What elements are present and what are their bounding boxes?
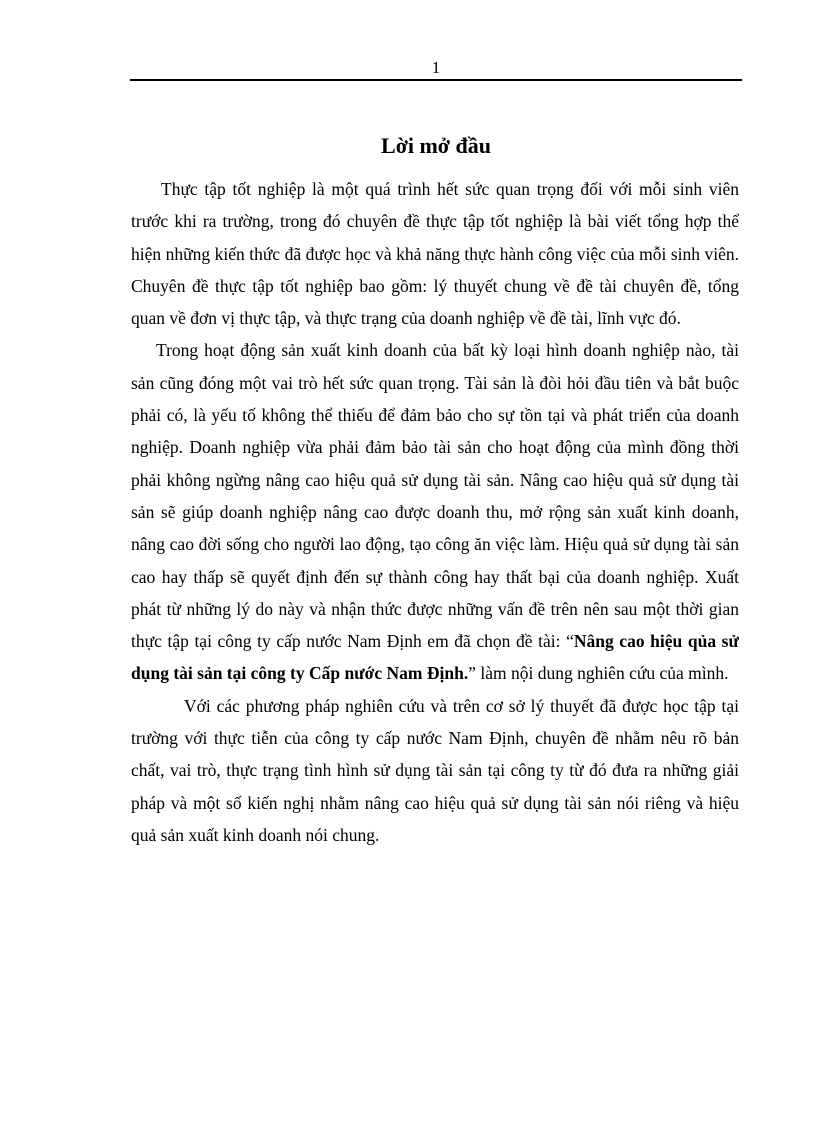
document-body bbox=[131, 173, 739, 851]
paragraph-topic-tail: ” làm nội dung nghiên cứu của mình. bbox=[468, 663, 729, 684]
paragraph-method: Với các phương pháp nghiên cứu và trên cơ sở lý thuyết đã được học tập tại trường với thực tiễn của công ty cấp nước Nam Định, chuyên đề nhằm nêu rõ bản chất, vai trò, thực trạng tình hình sử dụng tài sản tại công ty từ đó đưa ra những giải pháp và một số kiến nghị nhằm nâng cao hiệu quả sử dụng tài sản nói riêng và hiệu quả sản xuất kinh doanh nói chung. bbox=[131, 695, 739, 845]
paragraph-topic-text: Trong hoạt động sản xuất kinh doanh của bất kỳ loại hình doanh nghiệp nào, tài sản cũng đóng một vai trò hết sức quan trọng. Tài sản là đòi hỏi đầu tiên và bắt buộc phải có, là yếu tố không thể thiếu để đảm bảo cho sự tồn tại và phát triển của doanh nghiệp. Doanh nghiệp vừa phải đảm bảo tài sản cho hoạt động của mình đồng thời phải không ngừng nâng cao hiệu quả sử dụng tài sản. Nâng cao hiệu quả sử dụng tài sản sẽ giúp doanh nghiệp nâng cao được doanh thu, mở rộng sản xuất kinh doanh, nâng cao đời sống cho người lao động, tạo công ăn việc làm. Hiệu quả sử dụng tài sản cao hay thấp sẽ quyết định đến sự thành công hay thất bại của doanh nghiệp. Xuất phát từ những lý do này và nhận thức được những vấn đề trên nên sau một thời gian thực tập tại công ty cấp nước Nam Định em đã chọn đề tài: “ bbox=[131, 340, 739, 652]
paragraph-topic bbox=[131, 334, 739, 689]
paragraph-intro: Thực tập tốt nghiệp là một quá trình hết sức quan trọng đối với mỗi sinh viên trước khi ra trường, trong đó chuyên đề thực tập tốt nghiệp là bài viết tổng hợp thể hiện những kiến thức đã được học và khả năng thực hành công việc của mỗi sinh viên. Chuyên đề thực tập tốt nghiệp bao gồm: lý thuyết chung về đề tài chuyên đề, tổng quan về đơn vị thực tập, và thực trạng của doanh nghiệp về đề tài, lĩnh vực đó. bbox=[131, 179, 739, 329]
header-rule bbox=[130, 79, 742, 81]
page-number: 1 bbox=[431, 58, 441, 77]
topic-title-emphasis: Nâng cao hiệu qủa sử dụng tài sản tại công ty Cấp nước Nam Định. bbox=[131, 631, 739, 684]
page-title: Lời mở đầu bbox=[381, 133, 491, 158]
